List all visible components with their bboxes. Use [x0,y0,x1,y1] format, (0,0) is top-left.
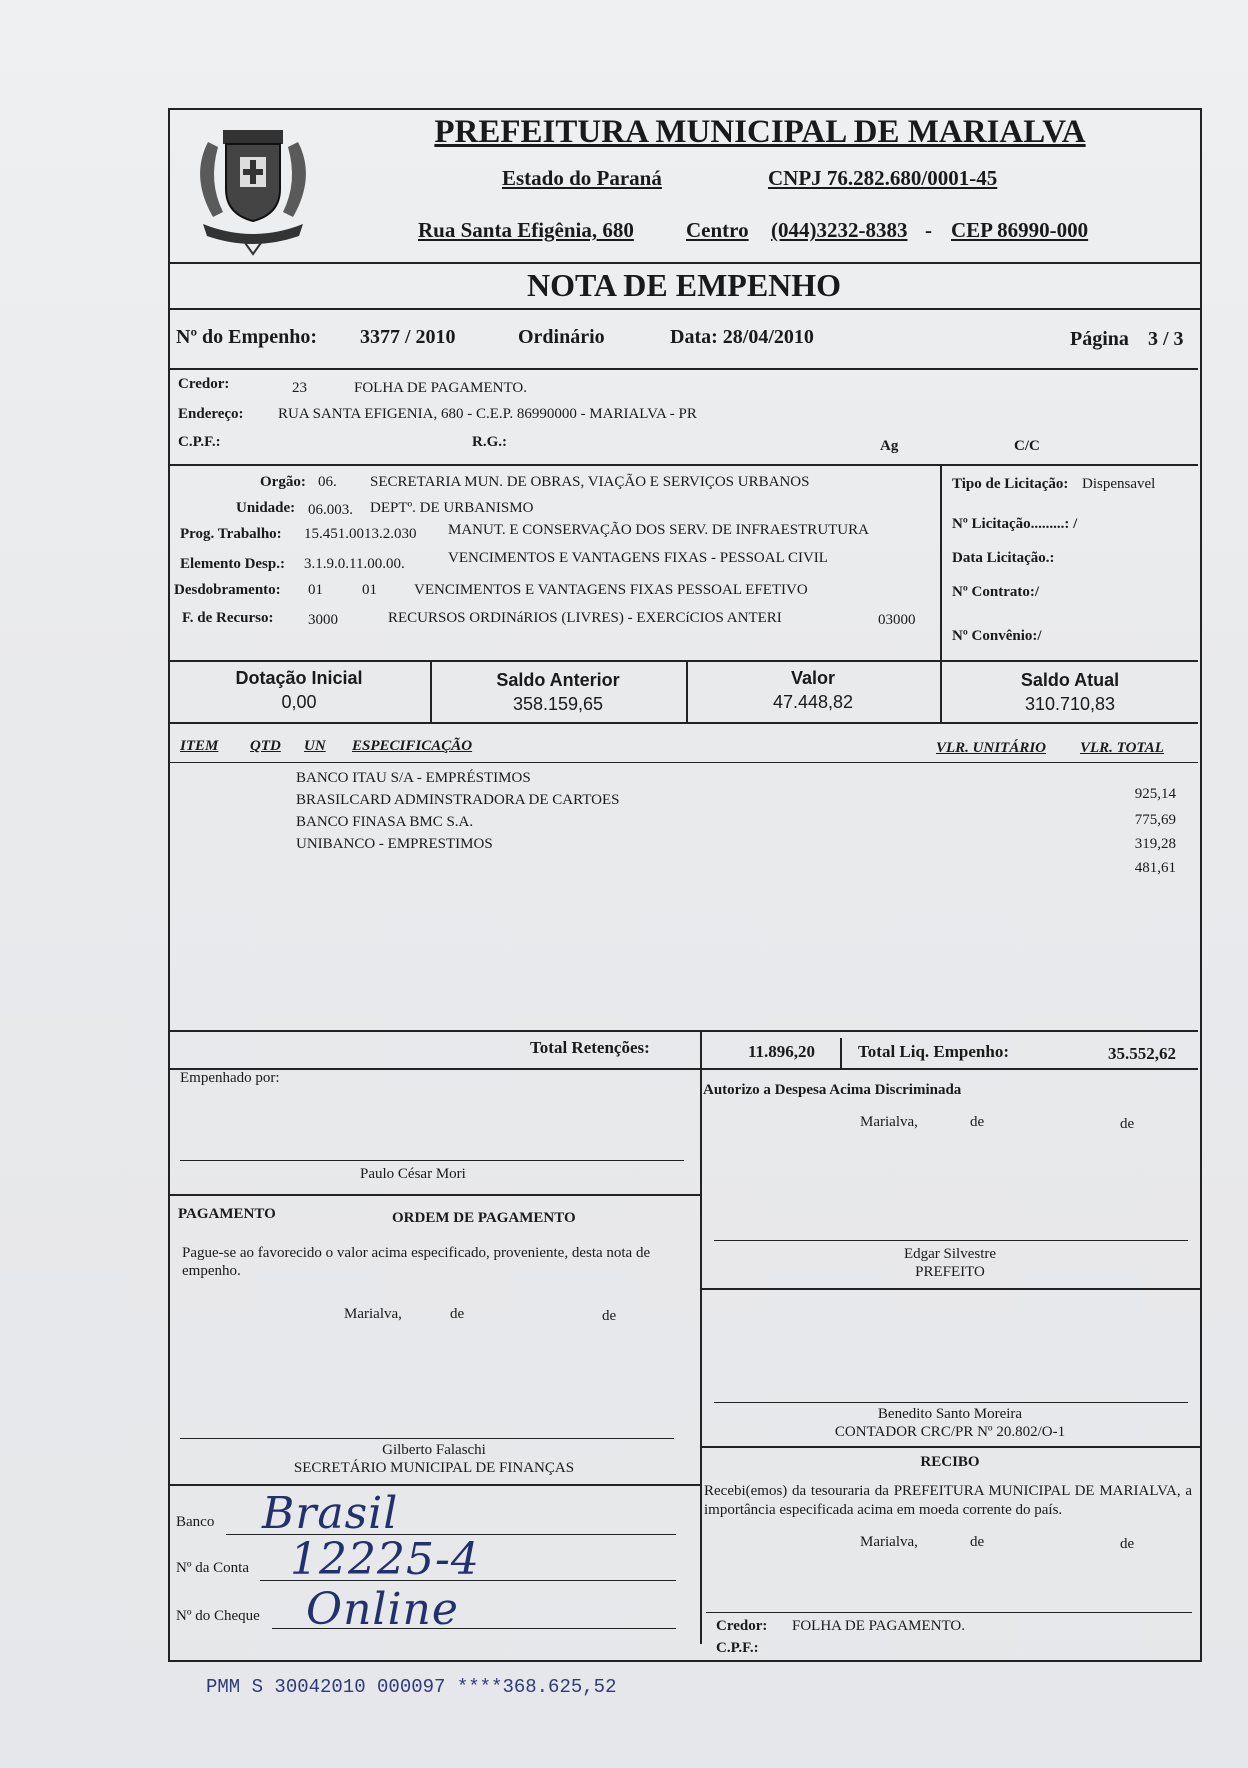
rg-label: R.G.: [472,434,507,450]
elemento-label: Elemento Desp.: [180,556,285,572]
col-unitario-header: VLR. UNITÁRIO [936,740,1047,756]
unidade-desc: DEPTº. DE URBANISMO [370,500,534,516]
saldo-atual-value: 310.710,83 [1024,694,1116,714]
empenho-number-label: Nº do Empenho: [176,326,318,348]
pagamento-marialva: Marialva, [344,1306,402,1322]
credor-code: 23 [292,380,307,396]
fonte-extra: 03000 [878,612,916,628]
recibo-credor-value: FOLHA DE PAGAMENTO. [792,1618,965,1634]
page-number-label: Página [1070,328,1129,350]
dotacao-label: Dotação Inicial [235,668,363,688]
empenhado-nome: Paulo César Mori [360,1166,466,1182]
col-especificacao-header: ESPECIFICAÇÃO [352,738,473,754]
contador-cargo: CONTADOR CRC/PR Nº 20.802/O-1 [834,1424,1066,1440]
conta-label: Nº da Conta [176,1560,249,1576]
endereco-label: Endereço: [178,406,244,422]
list-item-total: 775,69 [1134,812,1176,828]
state-label: Estado do Paraná [502,166,662,190]
cc-label: C/C [1014,438,1040,454]
autorizo-label: Autorizo a Despesa Acima Discriminada [703,1082,962,1098]
elemento-code: 3.1.9.0.11.00.00. [304,556,405,572]
banco-handwriting: Brasil [262,1488,399,1539]
list-item: BANCO FINASA BMC S.A. [296,814,474,830]
fonte-desc: RECURSOS ORDINáRIOS (LIVRES) - EXERCíCIOS ANTERI [388,610,782,626]
pague-text: Pague-se ao favorecido o valor acima especificado, proveniente, desta nota de empenho. [182,1245,651,1279]
conta-handwriting: 12225-4 [290,1534,480,1585]
banco-label: Banco [176,1514,215,1530]
convenio-label: Nº Convênio:/ [952,628,1042,644]
address-district: Centro [686,218,749,242]
saldo-anterior-value: 358.159,65 [512,694,604,714]
empenho-number-value: 3377 / 2010 [360,326,456,348]
ag-label: Ag [880,438,899,454]
fonte-label: F. de Recurso: [182,610,274,626]
pagamento-label: PAGAMENTO [178,1206,276,1222]
prog-desc: MANUT. E CONSERVAÇÃO DOS SERV. DE INFRAESTRUTURA [448,522,869,538]
recibo-de-2: de [1120,1536,1135,1552]
address-street: Rua Santa Efigênia, 680 [418,218,634,242]
prog-label: Prog. Trabalho: [180,526,282,542]
secretario-cargo: SECRETÁRIO MUNICIPAL DE FINANÇAS [293,1460,575,1476]
col-total-header: VLR. TOTAL [1080,740,1164,756]
prog-code: 15.451.0013.2.030 [304,526,417,542]
contador-nome: Benedito Santo Moreira [877,1406,1023,1422]
list-item: UNIBANCO - EMPRESTIMOS [296,836,493,852]
autorizo-marialva: Marialva, [860,1114,918,1130]
prefeito-nome: Edgar Silvestre [903,1246,997,1262]
pagamento-de-2: de [602,1308,617,1324]
numero-licitacao-label: Nº Licitação.........: / [952,516,1078,532]
pagamento-de-1: de [450,1306,465,1322]
prefeito-cargo: PREFEITO [915,1264,985,1280]
credor-label: Credor: [178,376,230,392]
col-item-header: ITEM [180,738,219,754]
desdobramento-desc: VENCIMENTOS E VANTAGENS FIXAS PESSOAL EFETIVO [414,582,808,598]
total-liquido-value: 35.552,62 [1108,1044,1176,1063]
desdobramento-label: Desdobramento: [174,582,281,598]
total-retencoes-value: 11.896,20 [748,1042,816,1061]
page-title: PREFEITURA MUNICIPAL DE MARIALVA [434,114,1086,150]
col-qtd-header: QTD [250,738,281,754]
total-liquido-label: Total Liq. Empenho: [858,1042,1009,1061]
dotacao-value: 0,00 [281,692,317,712]
list-item-total: 319,28 [1134,836,1176,852]
orgao-label: Orgão: [260,474,306,490]
data-licitacao-label: Data Licitação.: [952,550,1055,566]
recibo-cpf-label: C.P.F.: [716,1640,759,1656]
address-phone: (044)3232-8383 [771,218,908,242]
recibo-credor-label: Credor: [716,1618,768,1634]
valor-label: Valor [790,668,836,688]
list-item: BANCO ITAU S/A - EMPRÉSTIMOS [296,770,531,786]
valor-value: 47.448,82 [772,692,854,712]
unidade-code: 06.003. [308,502,353,518]
saldo-anterior-label: Saldo Anterior [496,670,620,690]
payment-stamp: PMM S 30042010 000097 ****368.625,52 [206,1676,617,1698]
cnpj-label: CNPJ 76.282.680/0001-45 [768,166,998,190]
total-retencoes-label: Total Retenções: [530,1038,650,1057]
list-item: BRASILCARD ADMINSTRADORA DE CARTOES [296,792,620,808]
contrato-label: Nº Contrato:/ [952,584,1040,600]
saldo-atual-label: Saldo Atual [1020,670,1120,690]
recibo-text: Recebi(emos) da tesouraria da PREFEITURA MUNICIPAL DE MARIALVA, a importância especificada acima em moeda corrente do país. [704,1483,1192,1518]
list-item-total: 925,14 [1134,786,1176,802]
unidade-label: Unidade: [236,500,296,516]
page-number-value: 3 / 3 [1148,328,1184,350]
endereco-value: RUA SANTA EFIGENIA, 680 - C.E.P. 86990000 - MARIALVA - PR [278,406,697,422]
elemento-desc: VENCIMENTOS E VANTAGENS FIXAS - PESSOAL CIVIL [448,550,828,566]
autorizo-de-1: de [970,1114,985,1130]
list-item-total: 481,61 [1134,860,1176,876]
cpf-label: C.P.F.: [178,434,221,450]
address-cep: CEP 86990-000 [951,218,1089,242]
credor-name: FOLHA DE PAGAMENTO. [354,380,527,396]
desdobramento-code2: 01 [362,582,377,598]
ordem-pagamento-label: ORDEM DE PAGAMENTO [392,1210,576,1226]
address-separator: - [925,218,932,242]
empenho-date: Data: 28/04/2010 [670,326,814,348]
document-title: NOTA DE EMPENHO [526,267,842,303]
tipo-licitacao-label: Tipo de Licitação: [952,476,1069,492]
orgao-code: 06. [318,474,337,490]
desdobramento-code1: 01 [308,582,323,598]
empenho-type: Ordinário [518,326,605,348]
cheque-label: Nº do Cheque [176,1608,260,1624]
autorizo-de-2: de [1120,1116,1135,1132]
cheque-handwriting: Online [306,1584,459,1635]
col-un-header: UN [304,738,326,754]
fonte-code: 3000 [308,612,338,628]
orgao-desc: SECRETARIA MUN. DE OBRAS, VIAÇÃO E SERVIÇOS URBANOS [370,474,810,490]
tipo-licitacao-value: Dispensavel [1082,476,1156,492]
empenhado-por-label: Empenhado por: [180,1070,280,1086]
recibo-marialva: Marialva, [860,1534,918,1550]
secretario-nome: Gilberto Falaschi [382,1442,486,1458]
recibo-label: RECIBO [920,1454,980,1470]
recibo-de-1: de [970,1534,985,1550]
